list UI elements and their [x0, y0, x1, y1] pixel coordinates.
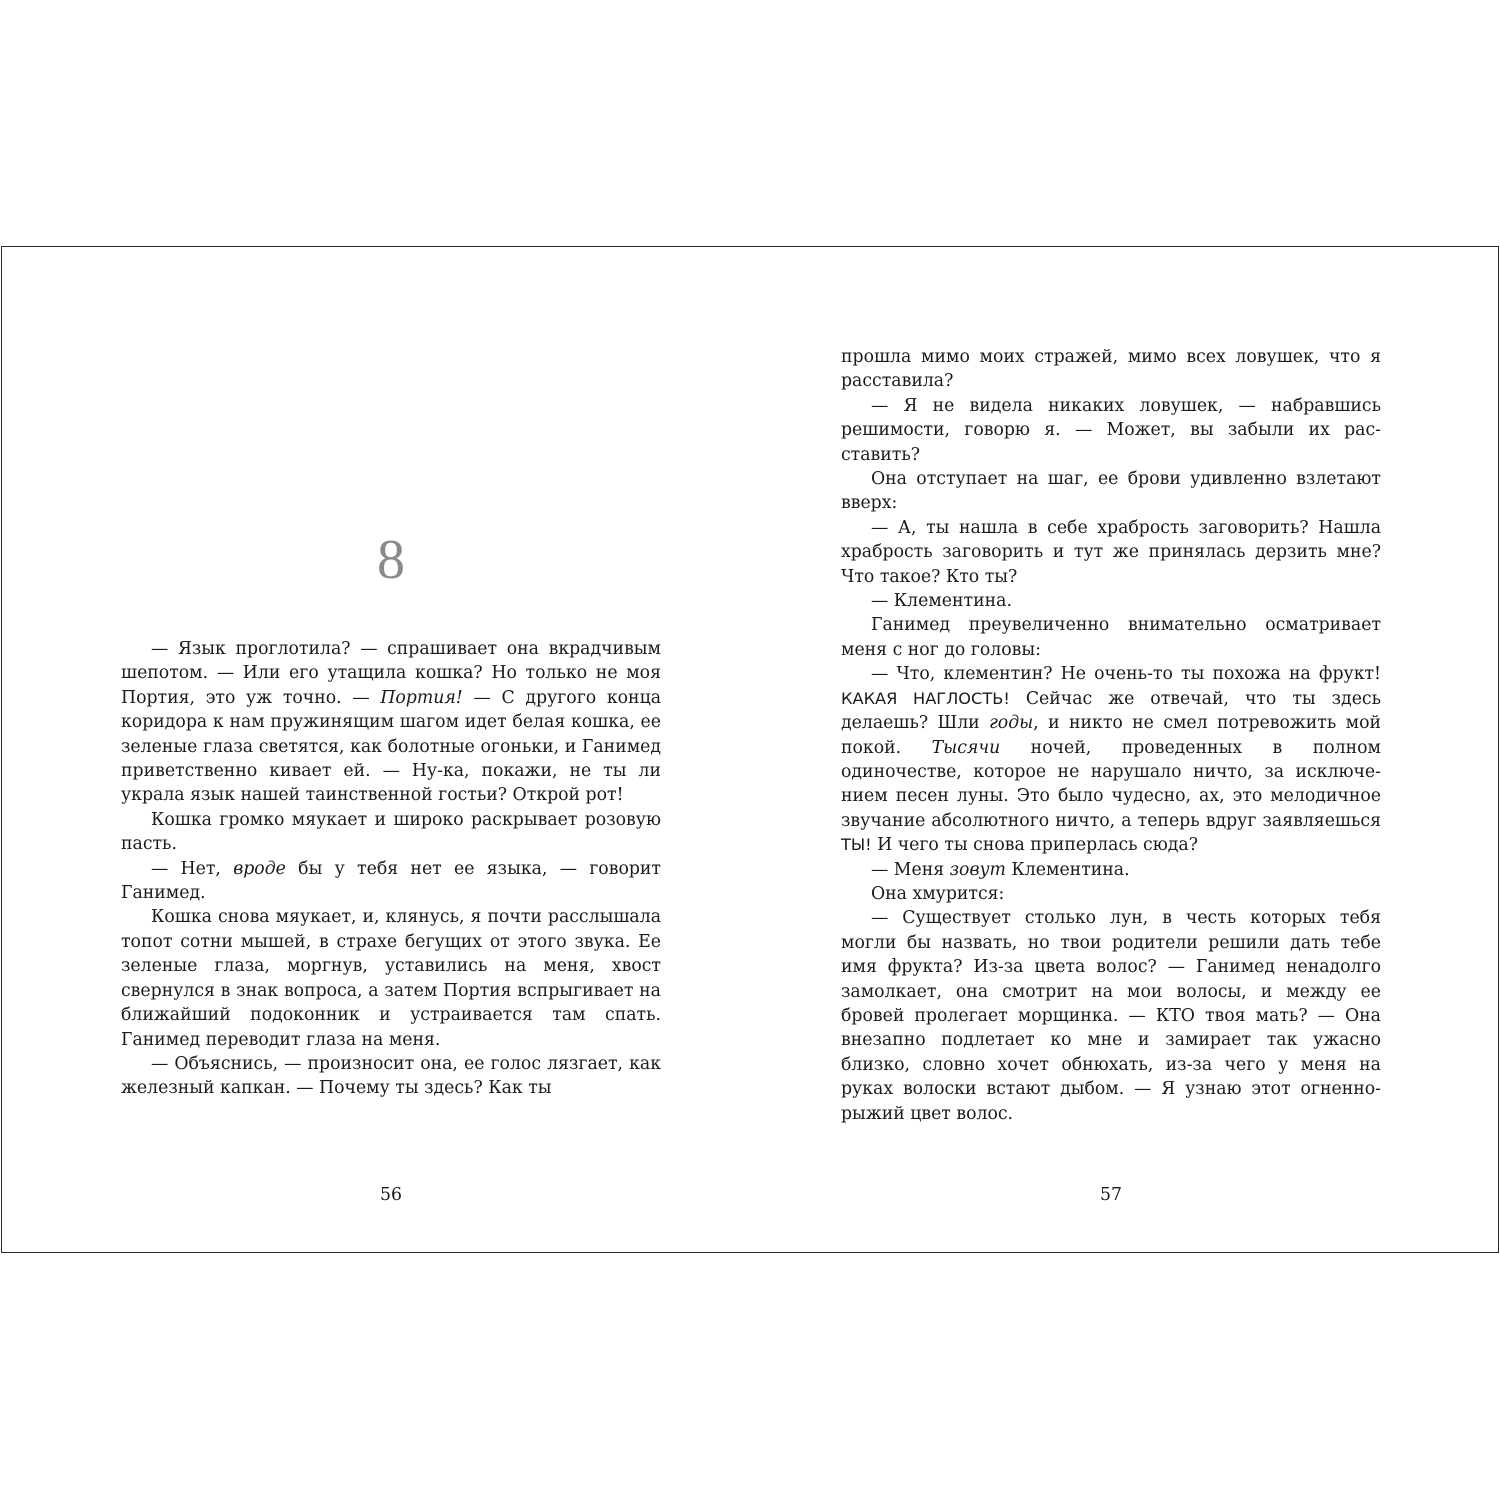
paragraph	[121, 637, 661, 808]
text-run: Она хмурится:	[871, 883, 1005, 904]
italic-text: зовут	[949, 859, 1006, 880]
text-run: Ганимед преувеличенно внимательно осматривает меня с ног до головы:	[841, 615, 1381, 660]
right-page	[841, 247, 1381, 1252]
text-run: — Нет,	[151, 858, 234, 879]
paragraph	[841, 858, 1381, 882]
text-run: бы у тебя нет ее языка, — говорит Ганимед.	[121, 858, 661, 904]
text-run: — Клементина.	[871, 591, 1012, 612]
text-run: — А, ты нашла в себе храбрость заговорить? Нашла храбрость заговорить и тут же принялась дерзить мне? Что такое? Кто ты?	[841, 517, 1381, 587]
left-page-text	[121, 637, 661, 1101]
italic-text: годы	[989, 713, 1034, 734]
italic-text: вроде	[233, 858, 286, 879]
text-run: Она отступает на шаг, ее брови удивленно взлетают вверх:	[841, 469, 1381, 514]
paragraph	[841, 613, 1381, 662]
italic-text: Тысячи	[931, 737, 1001, 758]
paragraph	[841, 394, 1381, 467]
text-run: — Я не видела никаких ловушек, — набравшись решимости, говорю я. — Может, вы забыли их расставить?	[841, 395, 1381, 465]
paragraph	[841, 589, 1381, 613]
text-run: прошла мимо моих стражей, мимо всех ловушек, что я расставила?	[841, 347, 1381, 392]
paragraph	[841, 906, 1381, 1126]
text-run: Кошка громко мяукает и широко раскрывает розовую пасть.	[121, 809, 661, 855]
italic-text: Портия!	[380, 687, 463, 708]
text-run: Клементина.	[1005, 859, 1130, 880]
text-run: — Язык проглотила? — спрашивает она вкрадчивым шепотом. — Или его утащила кошка? Но только не моя Портия, это уж точно. —	[121, 639, 661, 708]
text-run: — Объяснись, — произносит она, ее голос лязгает, как железный капкан. — Почему ты здесь? Как ты	[121, 1053, 661, 1099]
text-run: , и никто не смел потревожить мой покой.	[841, 713, 1381, 758]
page-number-right: 57	[1100, 1185, 1122, 1205]
emphasis-caps-text: КАКАЯ НАГЛОСТЬ!	[841, 688, 1010, 708]
paragraph	[121, 857, 661, 906]
text-run: — Что, клементин? Не очень-то ты похожа на фрукт!	[871, 664, 1381, 685]
text-run: ночей, проведенных в полном одиночестве, которое не нарушало ничто, за исключением песен луны. Это было чудесно, ах, это мелодичное звучание абсолютного ничто, а теперь вдруг заявляешься	[841, 737, 1381, 831]
text-run: — Существует столько лун, в честь которых тебя могли бы назвать, но твои родители решили дать тебе имя фрукта? Из-за цвета волос? — Ганимед ненадолго замолкает, она смотрит на мои волосы, и между ее бровей пролегает морщинка. — КТО твоя мать? — Она внезапно подлетает ко мне и замирает так ужасно близко, словно хочет обнюхать, из-за чего у меня на руках волоски встают дыбом. — Я узнаю этот огненно-рыжий цвет волос.	[841, 908, 1381, 1124]
page-number-left: 56	[380, 1185, 402, 1205]
paragraph	[841, 467, 1381, 516]
paragraph	[841, 882, 1381, 906]
text-run: — Меня	[871, 859, 950, 880]
paragraph	[841, 345, 1381, 394]
paragraph	[121, 1052, 661, 1101]
paragraph	[121, 808, 661, 857]
text-run: Кошка снова мяукает, и, клянусь, я почти расслышала топот сотни мышей, в страхе бегущих от этого звука. Ее зеленые глаза, моргнув, уставились на меня, хвост свернулся в знак вопроса, а затем Портия вспрыгивает на ближайший подоконник и устраивается там спать. Ганимед переводит глаза на меня.	[121, 907, 661, 1050]
text-run: И чего ты снова приперлась сюда?	[871, 835, 1198, 856]
text-run: — С другого конца коридора к нам пружинящим шагом идет белая кошка, ее зеленые глаза светятся, как болотные огоньки, и Ганимед приветственно кивает ей. — Ну-ка, покажи, не ты ли украла язык нашей таинственной гостьи? Открой рот!	[121, 687, 661, 806]
right-page-text	[841, 345, 1381, 1126]
paragraph	[841, 662, 1381, 857]
left-page	[121, 247, 661, 1252]
text-run: Сейчас же отвечай, что ты здесь делаешь? Шли	[841, 688, 1382, 734]
paragraph	[841, 516, 1381, 589]
paragraph	[121, 905, 661, 1051]
book-spread	[1, 246, 1499, 1253]
emphasis-caps-text: ТЫ!	[841, 835, 872, 855]
chapter-number: 8	[377, 529, 405, 591]
